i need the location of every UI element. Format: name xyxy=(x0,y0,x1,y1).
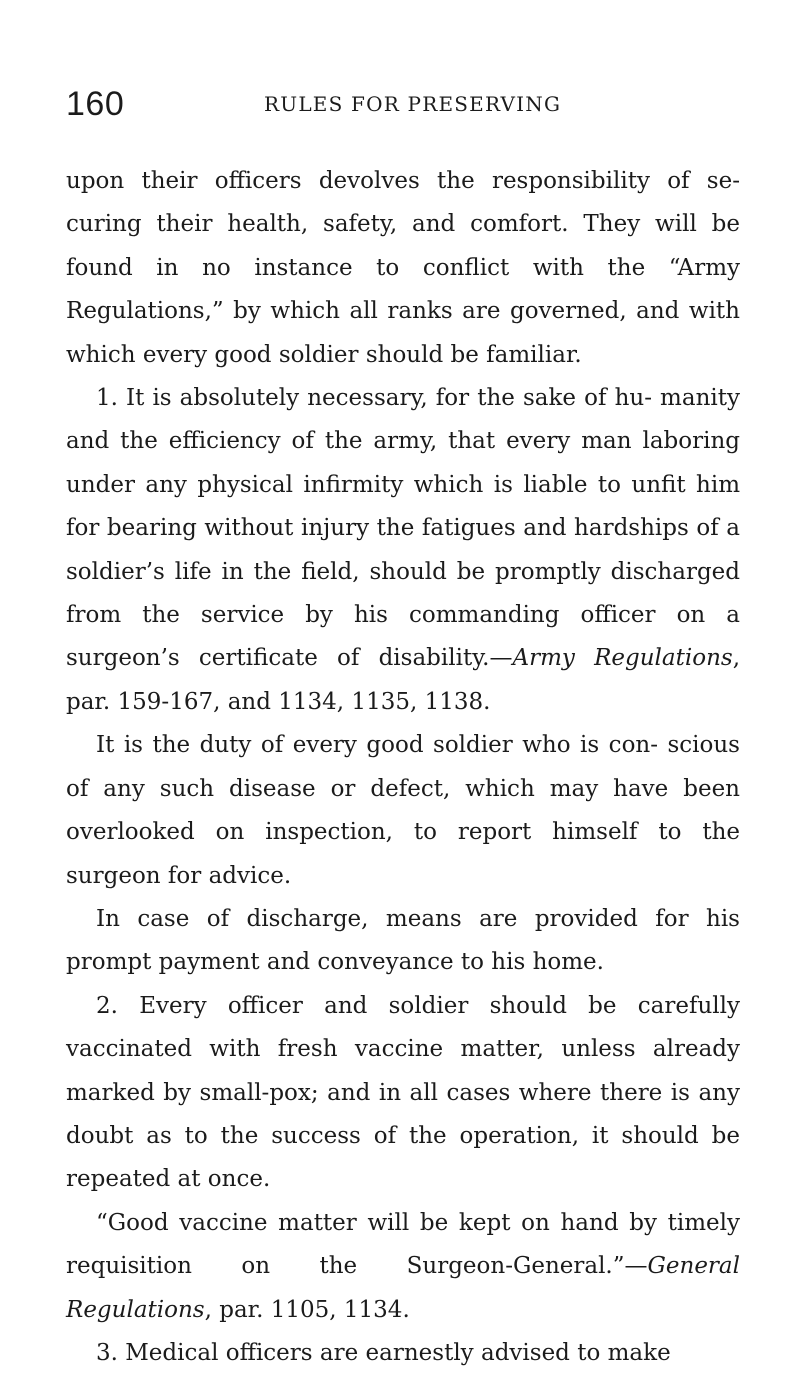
paragraph-6-text: “Good vaccine matter will be kept on hand by timely requisition on the Surgeon-General.”— xyxy=(66,1209,740,1280)
paragraph-7: 3. Medical officers are earnestly advised to make xyxy=(96,1339,671,1366)
paragraph-2 xyxy=(66,377,740,724)
body-text xyxy=(66,160,740,1375)
paragraph-6-citation: General Regulations xyxy=(66,1253,740,1323)
paragraph-2-tail: , par. 159-167, and 1134, 1135, 1138. xyxy=(66,645,740,715)
paragraph-1: upon their officers devolves the responsibility of se- curing their health, safety, and comfort. They will be found in no instance to conflict with the “Army Regulations,” by which all ranks are governed, and with which every good soldier should be familiar. xyxy=(66,168,740,368)
paragraph-5: 2. Every officer and soldier should be carefully vaccinated with fresh vaccine matter, unless already marked by small-pox; and in all cases where there is any doubt as to the success of the operation, it should be repeated at once. xyxy=(66,992,740,1193)
paragraph-6 xyxy=(66,1202,740,1332)
paragraph-3: It is the duty of every good soldier who is con- scious of any such disease or defect, which may have been overlooked on inspection, to report himself to the surgeon for advice. xyxy=(66,732,740,889)
page-header xyxy=(66,82,752,126)
paragraph-4: In case of discharge, means are provided for his prompt payment and conveyance to his home. xyxy=(66,905,740,976)
paragraph-2-text: 1. It is absolutely necessary, for the sake of hu- manity and the efficiency of the army, that every man laboring under any physical infirmity which is liable to unfit him for bearing without injury the fatigues and hardships of a soldier’s life in the field, should be promptly discharged from the service by his commanding officer on a surgeon’s certificate of disability.— xyxy=(66,385,740,672)
paragraph-2-citation: Army Regulations xyxy=(512,645,733,672)
page-number: 160 xyxy=(66,85,125,123)
paragraph-6-tail: , par. 1105, 1134. xyxy=(204,1296,410,1323)
running-head: RULES FOR PRESERVING xyxy=(264,92,562,116)
